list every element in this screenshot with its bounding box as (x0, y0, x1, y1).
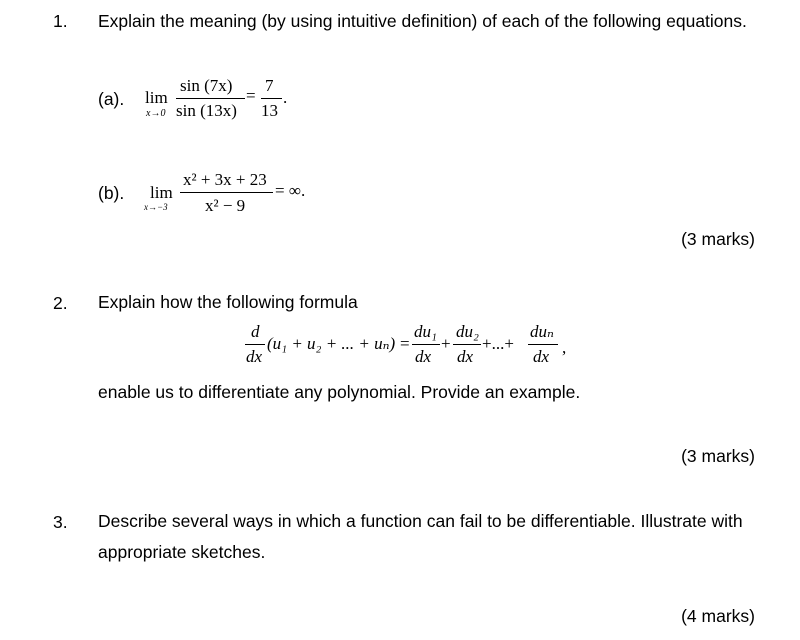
term2-denominator: dx (457, 347, 474, 366)
term3-bar (528, 344, 558, 345)
fraction-bar (180, 192, 273, 193)
fraction-bar (176, 98, 245, 99)
question-2-number: 2. (53, 293, 68, 313)
question-1-marks: (3 marks) (681, 229, 755, 249)
question-1-text: Explain the meaning (by using intuitive definition) of each of the following equations. (98, 11, 747, 31)
term1-bar (412, 344, 440, 345)
term2-numerator: du₂ (456, 322, 479, 341)
limit-word: lim (145, 88, 168, 107)
equals-sign: = (246, 86, 256, 105)
rhs-fraction-bar (261, 98, 282, 99)
fraction-denominator: x² − 9 (205, 196, 246, 215)
question-2-text: Explain how the following formula (98, 292, 358, 312)
formula-comma: , (562, 338, 567, 357)
question-3-number: 3. (53, 512, 68, 532)
question-2-after-text: enable us to differentiate any polynomial. Provide an example. (98, 382, 581, 402)
derivative-bar (245, 344, 265, 345)
term3-numerator: duₙ (530, 322, 554, 341)
limit-word: lim (150, 183, 173, 202)
fraction-denominator: sin (13x) (176, 101, 237, 120)
derivative-dx: dx (246, 347, 263, 366)
rhs-denominator: 13 (261, 101, 278, 120)
derivative-d: d (251, 322, 260, 341)
part-a-label: (a). (98, 89, 125, 109)
rhs-numerator: 7 (265, 76, 274, 95)
limit-subscript: x→−3 (144, 202, 168, 212)
question-3-text: Describe several ways in which a function can fail to be differentiable. Illustrate with appropriate sketches. (98, 511, 743, 562)
part-b-label: (b). (98, 183, 125, 203)
plus-ellipsis: +...+ (482, 334, 514, 353)
term1-denominator: dx (415, 347, 432, 366)
equals-sign: = (400, 334, 410, 353)
equals-infinity: = ∞. (275, 181, 306, 200)
limit-subscript: x→0 (146, 108, 166, 119)
term3-denominator: dx (533, 347, 550, 366)
term2-bar (453, 344, 481, 345)
fraction-numerator: x² + 3x + 23 (183, 170, 267, 189)
sum-expression: (u₁ + u₂ + ... + uₙ) (267, 334, 396, 353)
plus-sign: + (441, 334, 451, 353)
term1-numerator: du₁ (414, 322, 437, 341)
question-3-marks: (4 marks) (681, 606, 755, 626)
question-1-number: 1. (53, 11, 68, 31)
question-2-marks: (3 marks) (681, 446, 755, 466)
fraction-numerator: sin (7x) (180, 76, 233, 95)
end-period: . (283, 88, 288, 107)
